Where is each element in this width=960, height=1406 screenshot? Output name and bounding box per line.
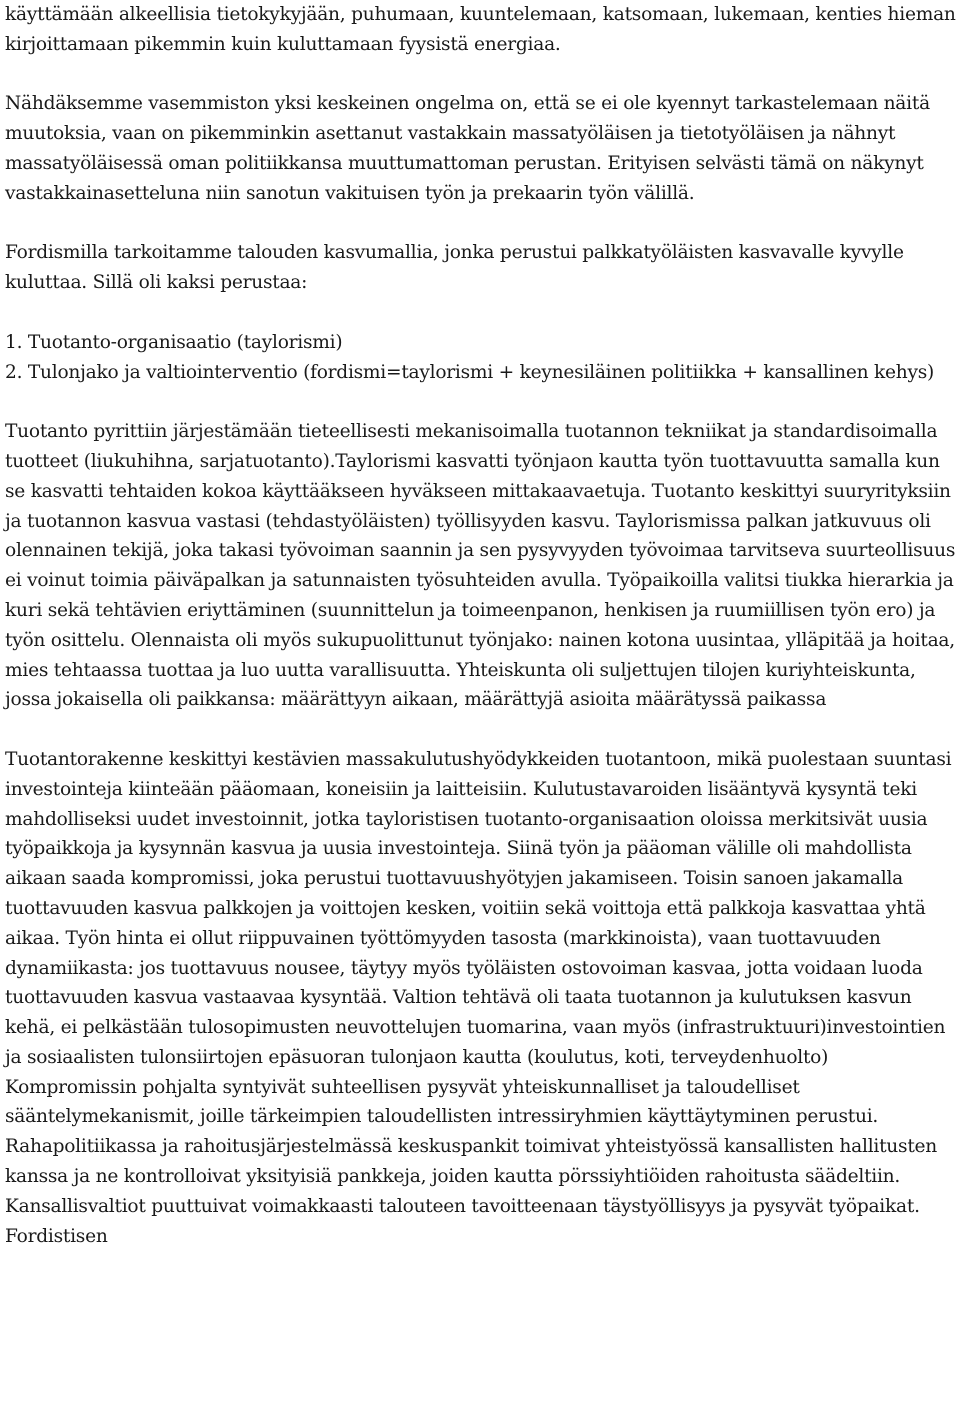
paragraph-intro-continuation: käyttämään alkeellisia tietokykyjään, puhumaan, kuuntelemaan, katsomaan, lukemaan, kenties hieman kirjoittamaan pikemmin kuin kuluttamaan fyysistä energiaa.	[5, 4, 956, 55]
paragraph-fordism-definition: Fordismilla tarkoitamme talouden kasvumallia, jonka perustui palkkatyöläisten kasvavalle kyvylle kuluttaa. Sillä oli kaksi perustaa:	[5, 242, 904, 294]
paragraph-spacer	[5, 715, 957, 745]
paragraph-spacer	[5, 298, 957, 328]
paragraph-taylorism: Tuotanto pyrittiin järjestämään tieteellisesti mekanisoimalla tuotannon tekniikat ja standardisoimalla tuotteet (liukuhihna, sarjatuotanto).Taylorismi kasvatti työnjaon kautta työn tuottavuutta samalla kun se kasvatti tehtaiden kokoa käyttääkseen hyväkseen mittakaavaetuja. Tuotanto keskittyi suuryrityksiin ja tuotannon kasvua vastasi (tehdastyöläisten) työllisyyden kasvu. Taylorismissa palkan jatkuvuus oli olennainen tekijä, joka takasi työvoiman saannin ja sen pysyvyyden työvoimaa tarvitseva suurteollisuus ei voinut toimia päiväpalkan ja satunnaisten työsuhteiden avulla. Työpaikoilla valitsi tiukka hierarkia ja kuri sekä tehtävien eriyttäminen (suunnittelun ja toimeenpanon, henkisen ja ruumiillisen työn ero) ja työn osittelu. Olennaista oli myös sukupuolittunut työnjako: nainen kotona uusintaa, ylläpitää ja hoitaa, mies tehtaassa tuottaa ja luo uutta varallisuutta. Yhteiskunta oli suljettujen tilojen kuriyhteiskunta, jossa jokaisella oli paikkansa: määrättyyn aikaan, määrättyjä asioita määrätyssä paikassa	[5, 421, 956, 711]
paragraph-production-structure: Tuotantorakenne keskittyi kestävien massakulutushyödykkeiden tuotantoon, mikä puolestaan suuntasi investointeja kiinteään pääomaan, koneisiin ja laitteisiin. Kulutustavaroiden lisääntyvä kysyntä teki mahdolliseksi uudet investoinnit, jotka tayloristisen tuotanto-organisaation oloissa merkitsivät uusia työpaikkoja ja kysynnän kasvua ja uusia investointeja. Siinä työn ja pääoman välille oli mahdollista aikaan saada kompromissi, joka perustui tuottavuushyötyjen jakamiseen. Toisin sanoen jakamalla tuottavuuden kasvua palkkojen ja voittojen kesken, voitiin sekä voittoja että palkkoja kasvattaa yhtä aikaa. Työn hinta ei ollut riippuvainen työttömyyden tasosta (markkinoista), vaan tuottavuuden dynamiikasta: jos tuottavuus nousee, täytyy myös työläisten ostovoiman kasvaa, jotta voidaan luoda tuottavuuden kasvua vastaavaa kysyntää. Valtion tehtävä oli taata tuotannon ja kulutuksen kasvun kehä, ei pelkästään tulosopimusten neuvottelujen tuomarina, vaan myös (infrastruktuuri)investointien ja sosiaalisten tulonsiirtojen epäsuoran tulonjaon kautta (koulutus, koti, terveydenhuolto) Kompromissin pohjalta syntyivät suhteellisen pysyvät yhteiskunnalliset ja taloudelliset sääntelymekanismit, joille tärkeimpien taloudellisten intressiryhmien käyttäytyminen perustui. Rahapolitiikassa ja rahoitusjärjestelmässä keskuspankit toimivat yhteistyössä kansallisten hallitusten kanssa ja ne kontrolloivat yksityisiä pankkeja, joiden kautta pörssiyhtiöiden rahoitusta säädeltiin. Kansallisvaltiot puuttuivat voimakkaasti talouteen tavoitteenaan täystyöllisyys ja pysyvät työpaikat. Fordistisen	[5, 748, 952, 1247]
list-item-2: 2. Tulonjako ja valtiointerventio (fordismi=taylorismi + keynesiläinen politiikka + kansallinen kehys)	[5, 361, 935, 383]
list-item-1: 1. Tuotanto-organisaatio (taylorismi)	[5, 331, 343, 353]
paragraph-spacer	[5, 60, 957, 90]
paragraph-spacer	[5, 387, 957, 417]
paragraph-spacer	[5, 209, 957, 239]
paragraph-left-problem: Nähdäksemme vasemmiston yksi keskeinen ongelma on, että se ei ole kyennyt tarkastelemaan näitä muutoksia, vaan on pikemminkin asettanut vastakkain massatyöläisen ja tietotyöläisen ja nähnyt massatyöläisessä oman politiikkansa muuttumattoman perustan. Erityisen selvästi tämä on näkynyt vastakkainasetteluna niin sanotun vakituisen työn ja prekaarin työn välillä.	[5, 93, 930, 204]
document-page	[5, 0, 957, 1251]
